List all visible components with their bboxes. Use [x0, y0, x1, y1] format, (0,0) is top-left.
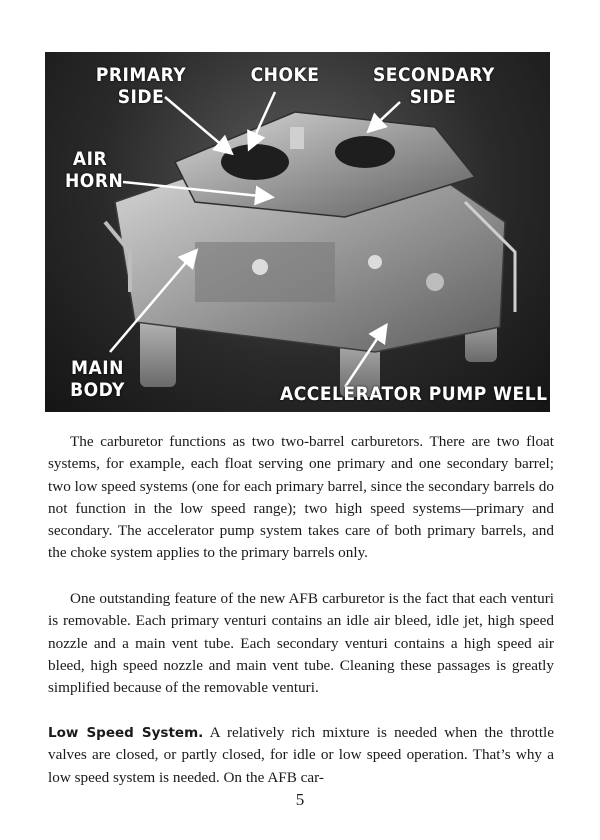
paragraph-removable-venturi: One outstanding feature of the new AFB carburetor is the fact that each venturi is removable. Each primary venturi contains an idle air bleed, idle jet, high speed nozzle and a main vent tube. Each secondary venturi contains a high speed air bleed, high speed nozzle and main vent tube. Cleaning these passages is greatly simplified because of the removable venturi.: [48, 590, 554, 697]
carburetor-photo: [45, 52, 550, 412]
callout-choke: CHOKE: [250, 64, 320, 86]
body-screw: [426, 273, 444, 291]
paragraph-low-speed-system: [48, 722, 554, 789]
body-screw: [368, 255, 382, 269]
callout-secondary-side: SECONDARY SIDE: [373, 64, 495, 108]
page-number: 5: [295, 790, 305, 809]
body-screw: [252, 259, 268, 275]
callout-primary-side: PRIMARY SIDE: [95, 64, 187, 108]
callout-air-horn: AIR HORN: [65, 148, 124, 192]
paragraph-low-speed-text: A relatively rich mixture is needed when the throttle valves are closed, or partly closed, for idle or low speed operation. That’s why a low speed system is needed. On the AFB car-: [48, 724, 554, 786]
section-heading-low-speed-system: Low Speed System.: [48, 725, 204, 741]
callout-main-body: MAIN BODY: [70, 357, 125, 401]
choke-valve: [290, 127, 304, 149]
callout-accelerator-pump-well: ACCELERATOR PUMP WELL: [280, 383, 548, 405]
primary-bore: [221, 144, 289, 180]
secondary-bore: [335, 136, 395, 168]
paragraph-carburetor-functions: The carburetor functions as two two-barrel carburetors. There are two float systems, for example, each float serving one primary and one secondary barrel; two low speed systems (one for each primary barrel, since the secondary barrels do not function in the low speed range); two high speed systems—primary and secondary. The accelerator pump system takes care of both primary barrels, and the choke system applies to the primary barrels only.: [48, 433, 554, 562]
